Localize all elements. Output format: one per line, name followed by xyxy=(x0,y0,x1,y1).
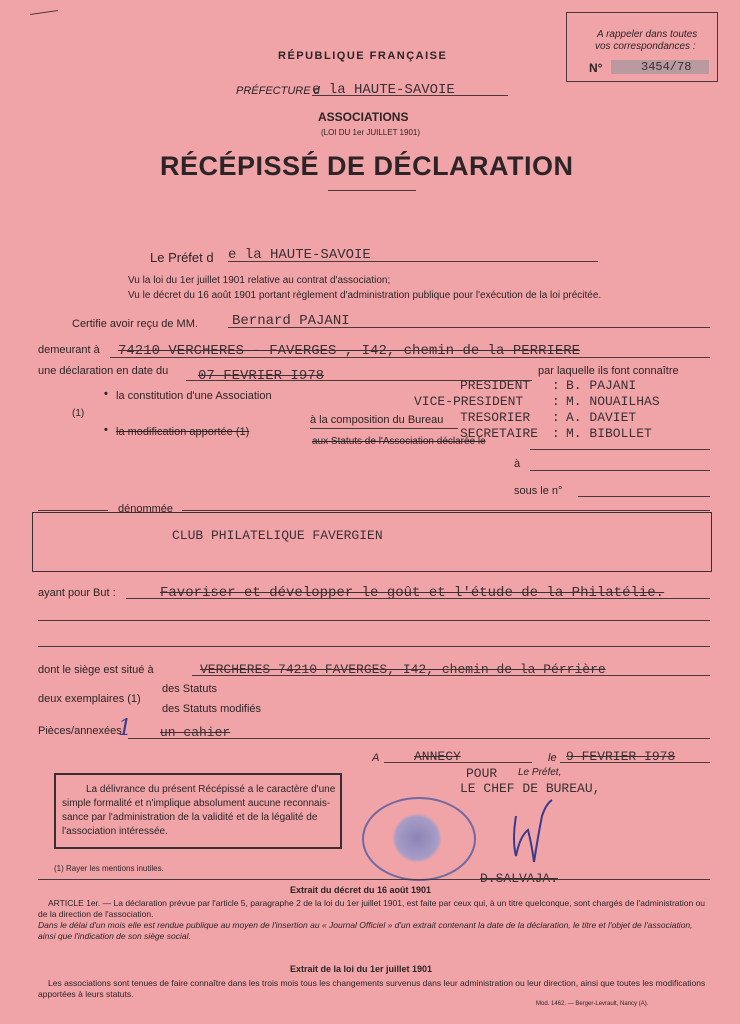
demeurant-label: demeurant à xyxy=(38,344,100,356)
declaration-label: une déclaration en date du xyxy=(38,365,169,377)
prefecture-underline xyxy=(312,95,508,96)
demeurant-value: 74210 VERCHERES - FAVERGES , I42, chemin de la PERRIERE xyxy=(118,343,581,359)
reference-number-label: N° xyxy=(589,61,603,75)
pieces-value: un cahier xyxy=(160,725,231,740)
statuts-label: des Statuts xyxy=(162,683,218,695)
prefecture-stamp xyxy=(362,797,476,881)
republic-header: RÉPUBLIQUE FRANÇAISE xyxy=(278,50,448,62)
exemplaires-label: deux exemplaires (1) xyxy=(38,693,141,705)
but-label: ayant pour But : xyxy=(38,587,116,599)
modification-option: la modification apportée (1) xyxy=(116,426,250,438)
note-mark-1: (1) xyxy=(72,408,85,419)
section-divider xyxy=(38,879,710,880)
demeurant-underline xyxy=(110,357,710,358)
reference-box xyxy=(566,12,718,82)
bullet-2: • xyxy=(104,424,108,436)
extrait-decret-text xyxy=(38,898,710,942)
loi-article: Les associations sont tenues de faire connaître dans les trois mois tous les changements survenus dans leur administration ou leur direction, ainsi que toutes les modifications apportées à leurs statuts. xyxy=(38,978,706,999)
statuts-declaree: aux Statuts de l'Association déclarée le xyxy=(312,436,486,447)
date-underline xyxy=(560,762,710,763)
prefecture-value: e la HAUTE-SAVOIE xyxy=(312,82,455,98)
chef-bureau-label: LE CHEF DE BUREAU, xyxy=(460,781,601,796)
bureau-name-secretaire: M. BIBOLLET xyxy=(566,426,652,441)
denommee-label: dénommée xyxy=(118,503,174,515)
but-underline-3 xyxy=(38,646,710,647)
bureau-name-tresorier: A. DAVIET xyxy=(566,410,637,425)
certifie-label: Certifie avoir reçu de MM. xyxy=(72,318,198,330)
a-label: à xyxy=(514,458,521,470)
bureau-name-president: B. PAJANI xyxy=(566,378,637,393)
notice-line-1: La délivrance du présent Récépissé a le caractère d'une xyxy=(86,784,336,795)
siege-underline xyxy=(192,675,710,676)
certifie-underline xyxy=(228,327,710,328)
sous-le-label: sous le n° xyxy=(514,485,563,497)
bureau-sep-2: : xyxy=(552,394,560,409)
bureau-role-vice: VICE-PRESIDENT xyxy=(414,394,524,409)
par-laquelle: par laquelle ils font connaître xyxy=(538,365,679,377)
bureau-sep-1: : xyxy=(552,378,560,393)
corner-mark xyxy=(30,10,58,15)
extrait-loi-text xyxy=(38,978,710,1000)
printer-imprint: Mod. 1462. — Berger-Levrault, Nancy (A). xyxy=(536,1001,649,1007)
reference-note-2: vos correspondances : xyxy=(595,41,696,52)
associations-heading: ASSOCIATIONS xyxy=(318,110,409,124)
prefet-value: e la HAUTE-SAVOIE xyxy=(228,247,371,263)
signature-date: 9 FEVRIER I978 xyxy=(566,749,676,764)
siege-value: VERCHERES 74210 FAVERGES, I42, chemin de la Pérrière xyxy=(200,662,606,677)
pieces-mark: 1 xyxy=(118,716,132,741)
prefet-label: Le Préfet d xyxy=(150,250,214,265)
denomination-value: CLUB PHILATELIQUE FAVERGIEN xyxy=(172,528,383,543)
certifie-value: Bernard PAJANI xyxy=(232,313,350,329)
stamp-emblem xyxy=(392,813,442,863)
signature-city: ANNECY xyxy=(414,749,461,764)
denommee-line-right xyxy=(182,510,710,511)
extrait-decret-title: Extrait du décret du 16 août 1901 xyxy=(290,885,432,895)
bureau-sep-3: : xyxy=(552,410,560,425)
composition-underline xyxy=(310,428,458,429)
but-value: Favoriser et développer le goût et l'étude de la Philatélie. xyxy=(160,585,665,601)
statuts-modifies-label: des Statuts modifiés xyxy=(162,703,262,715)
bureau-name-vice: M. NOUAILHAS xyxy=(566,394,660,409)
handwritten-signature xyxy=(502,796,562,866)
le-prefet-label: Le Préfet, xyxy=(518,767,562,778)
notice-line-2: simple formalité et n'implique absolument aucune reconnais- xyxy=(62,798,331,809)
composition-bureau: à la composition du Bureau xyxy=(310,414,444,426)
prefet-underline xyxy=(228,261,598,262)
extrait-loi-title: Extrait de la loi du 1er juillet 1901 xyxy=(290,964,433,974)
reference-number-value: 3454/78 xyxy=(611,60,709,74)
statuts-underline xyxy=(530,449,710,450)
bureau-role-secretaire: SECRETAIRE xyxy=(460,426,539,441)
pieces-underline xyxy=(128,738,710,739)
pieces-label: Pièces/annexées xyxy=(38,725,122,737)
bureau-sep-4: : xyxy=(552,426,560,441)
constitution-option: la constitution d'une Association xyxy=(116,390,272,402)
bullet-1: • xyxy=(104,388,108,400)
notice-line-4: l'association intéressée. xyxy=(62,826,168,837)
a-city-label: A xyxy=(372,752,380,764)
decret-article-1: ARTICLE 1er. — La déclaration prévue par l'article 5, paragraphe 2 de la loi du 1er juillet 1901, est faite par ceux qui, à un titre quelconque, sont chargés de l'administration ou de la direction de l'association. xyxy=(38,898,706,919)
title-underline xyxy=(328,190,416,191)
city-underline xyxy=(384,762,532,763)
signatory-name: D.SALVAJA. xyxy=(480,871,559,886)
a-underline xyxy=(530,470,710,471)
pour-label: POUR xyxy=(466,766,498,781)
denommee-line-left xyxy=(38,510,108,511)
bureau-role-president: PRESIDENT xyxy=(460,378,531,393)
law-reference: (LOI DU 1er JUILLET 1901) xyxy=(321,128,421,137)
vu-decret: Vu le décret du 16 août 1901 portant règlement d'administration publique pour l'exécution de la loi précitée. xyxy=(128,290,602,301)
siege-label: dont le siège est situé à xyxy=(38,664,154,676)
but-underline-2 xyxy=(38,620,710,621)
decret-article-2: Dans le délai d'un mois elle est rendue publique au moyen de l'insertion au « Journal Officiel » d'un extrait contenant la date de la déclaration, le titre et l'objet de l'association, ainsi que l'indication de son siège social. xyxy=(38,920,693,941)
prefecture-label: PRÉFECTURE d xyxy=(236,85,320,97)
but-underline-1 xyxy=(126,598,710,599)
vu-loi: Vu la loi du 1er juillet 1901 relative au contrat d'association; xyxy=(128,275,391,286)
notice-line-3: sance par l'administration de la validité et de la légalité de xyxy=(62,812,318,823)
reference-note-1: A rappeler dans toutes xyxy=(597,29,698,40)
le-label: le xyxy=(548,752,557,764)
footnote: (1) Rayer les mentions inutiles. xyxy=(54,864,164,873)
bureau-role-tresorier: TRESORIER xyxy=(460,410,531,425)
declaration-date: 07 FEVRIER I978 xyxy=(198,368,325,384)
sous-le-underline xyxy=(578,496,710,497)
document-title: RÉCÉPISSÉ DE DÉCLARATION xyxy=(160,151,574,181)
